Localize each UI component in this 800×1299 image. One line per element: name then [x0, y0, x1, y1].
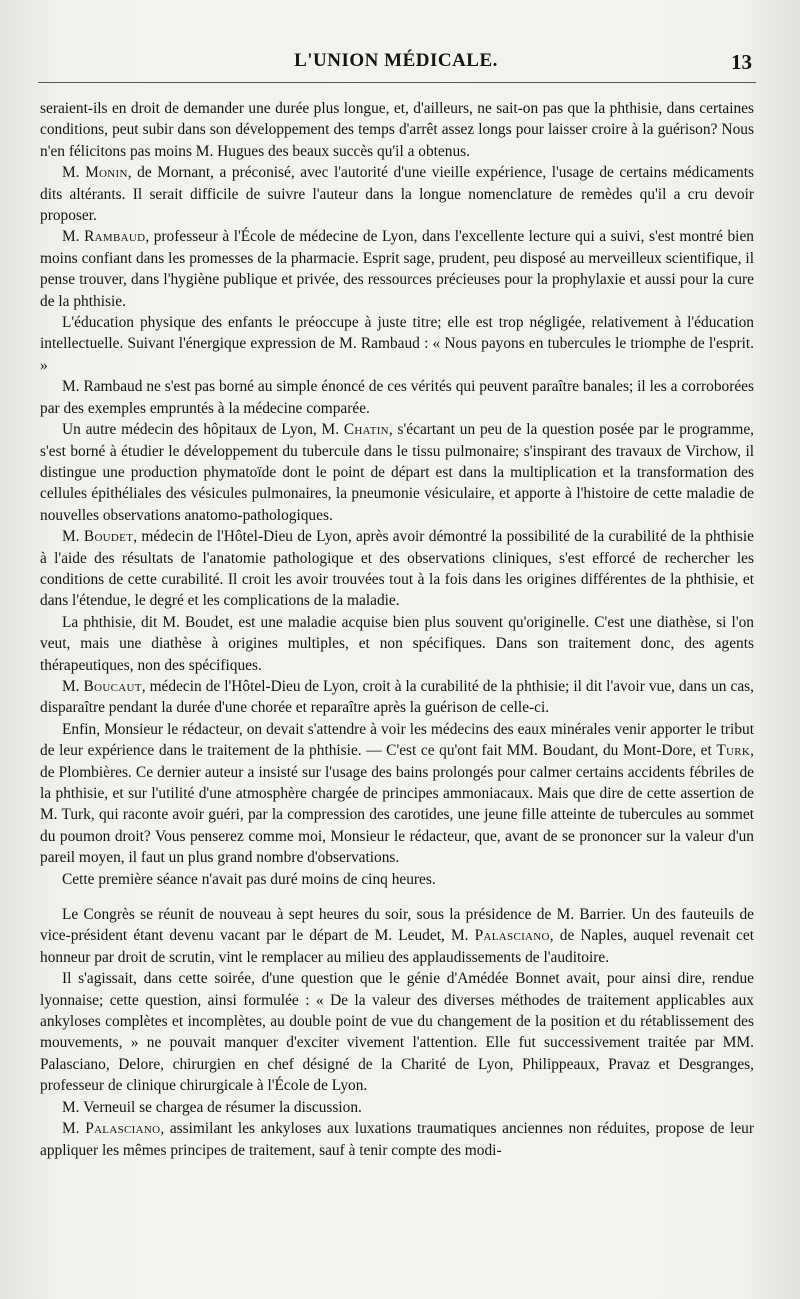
paragraph: M. Rambaud ne s'est pas borné au simple énoncé de ces vérités qui peuvent paraître banales; il les a corroborées par des exemples empruntés à la médecine comparée.	[40, 378, 754, 417]
article-body	[40, 98, 754, 1161]
paragraph: La phthisie, dit M. Boudet, est une maladie acquise bien plus souvent qu'originelle. C'est une diathèse, si l'on veut, mais une diathèse à origines multiples, et non spécifiques. Dans son traitement donc, des agents thérapeutiques, non des spécifiques.	[40, 613, 754, 674]
person-name: Boucaut	[83, 677, 142, 695]
header-rule	[38, 82, 756, 83]
paragraph: Le Congrès se réunit de nouveau à sept heures du soir, sous la présidence de M. Barrier. Un des fauteuils de vice-président étant devenu vacant par le départ de M. Leudet, M. Palasciano, de Naples, auquel revenait cet honneur par droit de scrutin, vint le remplacer au milieu des applaudissements de l'auditoire.	[40, 906, 754, 966]
paragraph: M. Palasciano, assimilant les ankyloses aux luxations traumatiques anciennes non réduites, propose de leur appliquer les mêmes principes de traitement, sauf à tenir compte des modi-	[40, 1120, 754, 1159]
person-name: Chatin	[343, 421, 389, 439]
paragraph: M. Boucaut, médecin de l'Hôtel-Dieu de Lyon, croit à la curabilité de la phthisie; il dit l'avoir vue, dans un cas, disparaître pendant la durée d'une chorée et reparaître après la guérison de celle-ci.	[40, 677, 754, 717]
paragraph: Cette première séance n'avait pas duré moins de cinq heures.	[62, 870, 436, 888]
paragraph: M. Monin, de Mornant, a préconisé, avec l'autorité d'une vieille expérience, l'usage de certains médicaments dits altérants. Il serait difficile de suivre l'auteur dans la longue nomenclature de remèdes qu'il a cru devoir proposer.	[40, 164, 754, 225]
paragraph: M. Rambaud, professeur à l'École de médecine de Lyon, dans l'excellente lecture qui a suivi, s'est montré bien moins confiant dans les promesses de la pharmacie. Esprit sage, prudent, peu disposé au merveilleux scientifique, il pense trouver, dans l'hygiène publique et privée, des ressources précieuses pour la prophylaxie et aussi pour la cure de la phthisie.	[40, 228, 754, 310]
paragraph: L'éducation physique des enfants le préoccupe à juste titre; elle est trop négligée, relativement à l'éducation intellectuelle. Suivant l'énergique expression de M. Rambaud : « Nous payons en tubercules le triomphe de l'esprit. »	[40, 314, 754, 374]
running-head-title: L'UNION MÉDICALE.	[294, 50, 498, 71]
page-header	[40, 50, 752, 76]
paragraph: M. Verneuil se chargea de résumer la discussion.	[62, 1098, 362, 1116]
person-name: Palasciano	[85, 1120, 161, 1138]
page-number: 13	[731, 50, 752, 74]
paragraph: Un autre médecin des hôpitaux de Lyon, M. Chatin, s'écartant un peu de la question posée par le programme, s'est borné à étudier le développement du tubercule dans le tissu pulmonaire; s'inspirant des travaux de Virchow, il distingue une production phymatoïde dont le point de départ est dans la multiplication et la transformation des cellules épithéliales des vésicules pulmonaires, la pneumonie vésiculaire, et apporte à l'histoire de cette maladie de nouvelles observations anatomo-pathologiques.	[40, 421, 755, 524]
paragraph: seraient-ils en droit de demander une durée plus longue, et, d'ailleurs, ne sait-on pas que la phthisie, dans certaines conditions, peut subir dans son développement des temps d'arrêt assez longs pour laisser croire à la guérison? Nous n'en félicitons pas moins M. Hugues des beaux succès qu'il a obtenus.	[40, 100, 754, 160]
paragraph: M. Boudet, médecin de l'Hôtel-Dieu de Lyon, après avoir démontré la possibilité de la curabilité de la phthisie à l'aide des résultats de l'anatomie pathologique et des observations cliniques, s'est efforcé de rechercher les conditions de cette curabilité. Il croit les avoir trouvées tout à la fois dans les origines différentes de la phthisie, et dans l'étendue, le degré et les complications de la maladie.	[40, 528, 755, 610]
person-name: Turk	[716, 742, 751, 760]
person-name: Monin	[85, 164, 128, 182]
person-name: Rambaud	[84, 228, 146, 246]
person-name: Boudet	[83, 528, 134, 546]
person-name: Palasciano	[474, 927, 550, 945]
paragraph: Enfin, Monsieur le rédacteur, on devait s'attendre à voir les médecins des eaux minérales venir apporter le tribut de leur expérience dans le traitement de la phthisie. — C'est ce qu'ont fait MM. Boudant, du Mont-Dore, et Turk, de Plombières. Ce dernier auteur a insisté sur l'usage des bains prolongés pour calmer certains accidents fébriles de la phthisie, et sur l'utilité d'une atmosphère chargée de principes ammoniacaux. Mais que dire de cette assertion de M. Turk, qui raconte avoir guéri, par la compression des carotides, une jeune fille atteinte de tubercules au sommet du poumon droit? Vous penserez comme moi, Monsieur le rédacteur, que, avant de se prononcer sur la valeur d'un pareil moyen, il faut un plus grand nombre d'observations.	[40, 720, 754, 867]
paragraph: Il s'agissait, dans cette soirée, d'une question que le génie d'Amédée Bonnet avait, pour ainsi dire, rendue lyonnaise; cette question, ainsi formulée : « De la valeur des diverses méthodes de traitement applicables aux ankyloses complètes et incomplètes, au double point de vue du changement de la position et du rétablissement des mouvements, » ne pouvait manquer d'exciter vivement l'attention. Elle fut successivement traitée par MM. Palasciano, Delore, chirurgien en chef désigné de la Charité de Lyon, Philippeaux, Pravaz et Desgranges, professeur de clinique chirurgicale à l'École de Lyon.	[40, 970, 754, 1095]
